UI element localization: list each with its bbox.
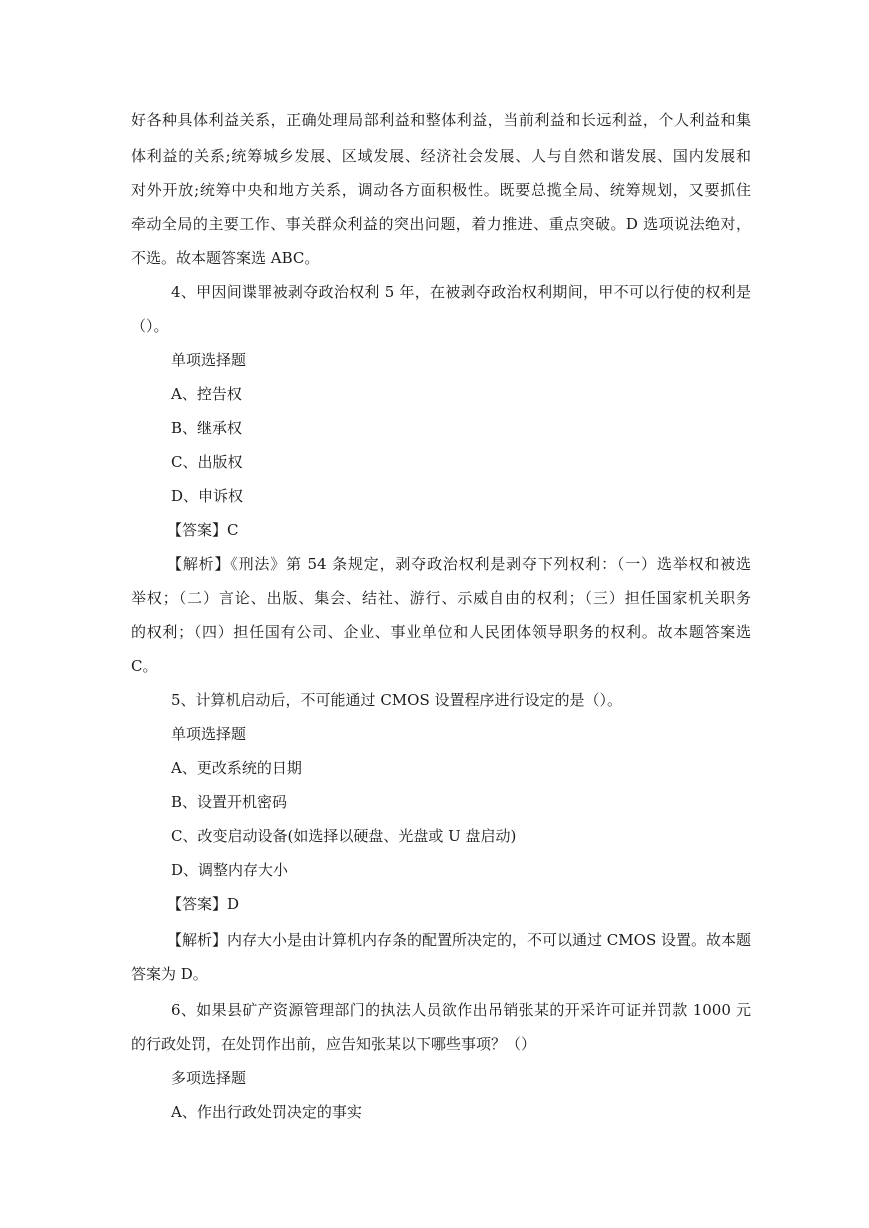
q4-question-type: 单项选择题 [171, 351, 247, 369]
intro-line-2: 体利益的关系;统筹城乡发展、区域发展、经济社会发展、人与自然和谐发展、国内发展和 [131, 147, 751, 165]
q4-explanation-line-3: 的权利；（四）担任国有公司、企业、事业单位和人民团体领导职务的权利。故本题答案选 [131, 623, 751, 641]
intro-line-3: 对外开放;统筹中央和地方关系，调动各方面积极性。既要总揽全局、统筹规划，又要抓住 [131, 181, 751, 199]
q4-option-b: B、继承权 [171, 419, 243, 437]
q6-stem-line-2: 的行政处罚，在处罚作出前，应告知张某以下哪些事项？（） [131, 1035, 537, 1053]
q4-explanation-line-1: 【解析】《刑法》第 54 条规定，剥夺政治权利是剥夺下列权利：（一）选举权和被选 [167, 555, 751, 573]
q5-option-a: A、更改系统的日期 [171, 759, 302, 777]
intro-line-5: 不选。故本题答案选 ABC。 [131, 249, 320, 267]
q6-option-a: A、作出行政处罚决定的事实 [171, 1103, 362, 1121]
q4-stem-line-2: （）。 [131, 317, 169, 335]
intro-line-1: 好各种具体利益关系，正确处理局部利益和整体利益，当前利益和长远利益，个人利益和集 [131, 111, 751, 129]
q5-explanation-line-1: 【解析】内存大小是由计算机内存条的配置所决定的，不可以通过 CMOS 设置。故本题 [167, 931, 751, 949]
q5-explanation-line-2: 答案为 D。 [131, 965, 208, 983]
q4-stem-line-1: 4、甲因间谍罪被剥夺政治权利 5 年，在被剥夺政治权利期间，甲不可以行使的权利是 [171, 283, 751, 301]
q4-answer: 【答案】C [167, 521, 239, 539]
intro-line-4: 牵动全局的主要工作、事关群众利益的突出问题，着力推进、重点突破。D 选项说法绝对， [131, 215, 751, 233]
q5-stem: 5、计算机启动后，不可能通过 CMOS 设置程序进行设定的是（）。 [171, 691, 622, 709]
q6-stem-line-1: 6、如果县矿产资源管理部门的执法人员欲作出吊销张某的开采许可证并罚款 1000 元 [171, 1001, 751, 1019]
q6-question-type: 多项选择题 [171, 1069, 247, 1087]
q4-option-d: D、申诉权 [171, 487, 244, 505]
q4-explanation-line-4: C。 [131, 657, 158, 675]
q5-option-c: C、改变启动设备(如选择以硬盘、光盘或 U 盘启动) [171, 827, 517, 845]
q4-option-a: A、控告权 [171, 385, 242, 403]
q5-question-type: 单项选择题 [171, 725, 247, 743]
q5-option-d: D、调整内存大小 [171, 861, 289, 879]
q4-explanation-line-2: 举权；（二）言论、出版、集会、结社、游行、示威自由的权利；（三）担任国家机关职务 [131, 589, 751, 607]
q4-option-c: C、出版权 [171, 453, 243, 471]
q5-option-b: B、设置开机密码 [171, 793, 288, 811]
q5-answer: 【答案】D [167, 895, 240, 913]
